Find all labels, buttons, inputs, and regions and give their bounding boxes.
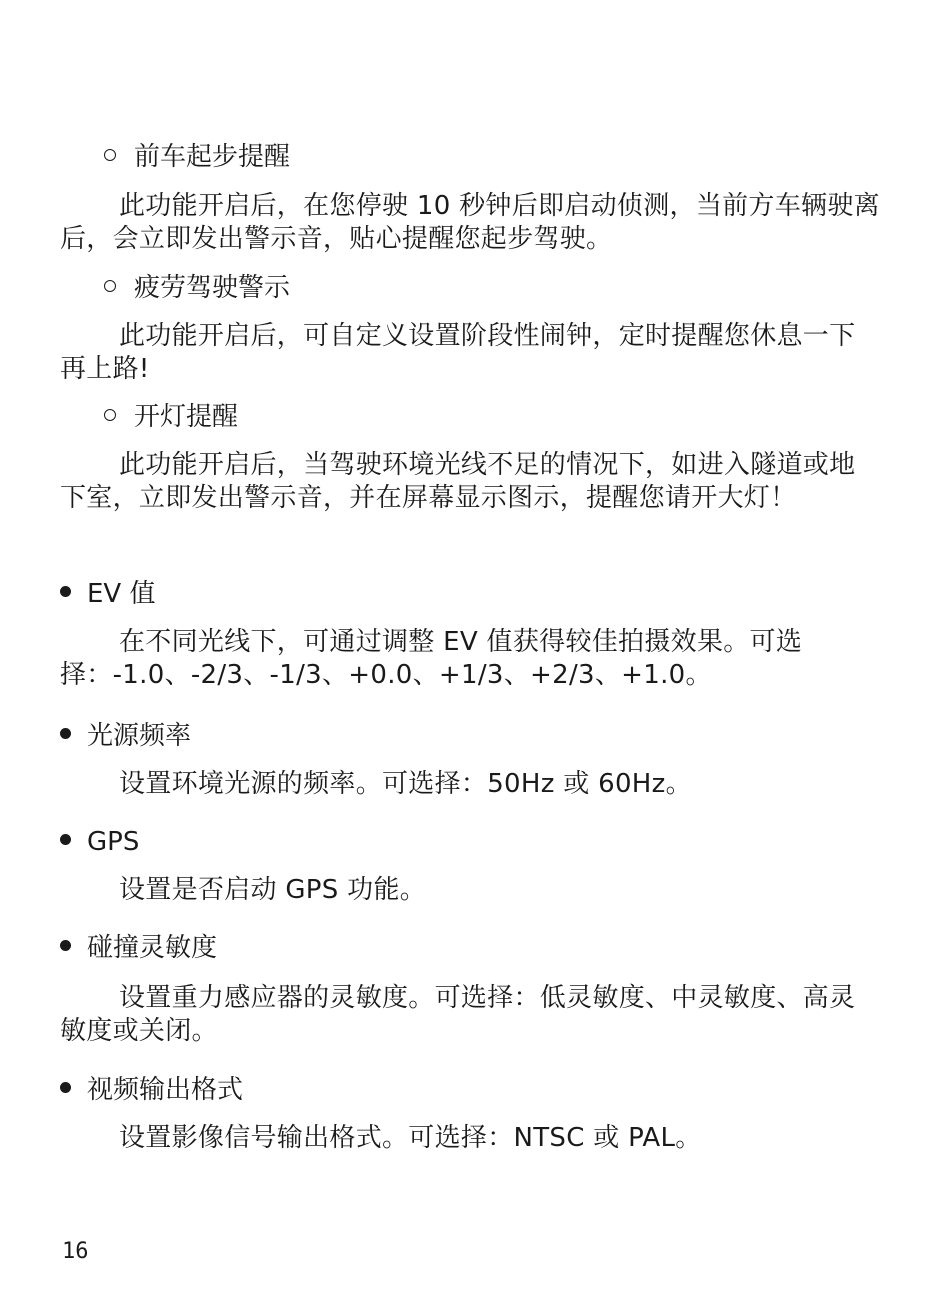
- sub-heading-text: 前车起步提醒: [134, 142, 291, 172]
- paragraph-gps: 设置是否启动 GPS 功能。: [119, 875, 427, 905]
- heading-text: GPS: [87, 827, 140, 857]
- sub-heading-text: 开灯提醒: [134, 402, 239, 432]
- hollow-bullet-icon: [104, 280, 116, 292]
- heading-video-output-format: [60, 1074, 243, 1106]
- sub-heading-front-car-start-alert: [104, 141, 290, 173]
- paragraph-ev-value: 在不同光线下，可通过调整 EV 值获得较佳拍摄效果。可选择：-1.0、-2/3、-1/3、+0.0、+1/3、+2/3、+1.0。: [60, 627, 803, 690]
- paragraph-headlight-reminder: 此功能开启后，当驾驶环境光线不足的情况下，如进入隧道或地下室，立即发出警示音，并在屏幕显示图示，提醒您请开大灯！: [60, 450, 856, 513]
- page-number: 16: [62, 1239, 89, 1264]
- sub-heading-text: 疲劳驾驶警示: [134, 273, 291, 303]
- filled-bullet-icon: [60, 834, 71, 845]
- paragraph-front-car-start-alert: 此功能开启后，在您停驶 10 秒钟后即启动侦测，当前方车辆驶离后，会立即发出警示音，贴心提醒您起步驾驶。: [60, 191, 880, 254]
- heading-text: 碰撞灵敏度: [87, 933, 218, 963]
- heading-text: 视频输出格式: [87, 1075, 244, 1105]
- paragraph-collision-sensitivity: 设置重力感应器的灵敏度。可选择：低灵敏度、中灵敏度、高灵敏度或关闭。: [60, 983, 856, 1046]
- paragraph-video-output-format: 设置影像信号输出格式。可选择：NTSC 或 PAL。: [119, 1123, 702, 1153]
- heading-text: 光源频率: [87, 721, 192, 751]
- heading-gps: [60, 826, 139, 858]
- sub-heading-headlight-reminder: [104, 401, 238, 433]
- hollow-bullet-icon: [104, 149, 116, 161]
- filled-bullet-icon: [60, 1082, 71, 1093]
- heading-light-frequency: [60, 720, 191, 752]
- filled-bullet-icon: [60, 586, 71, 597]
- filled-bullet-icon: [60, 940, 71, 951]
- heading-collision-sensitivity: [60, 932, 217, 964]
- paragraph-light-frequency: 设置环境光源的频率。可选择：50Hz 或 60Hz。: [119, 769, 692, 799]
- heading-ev-value: [60, 578, 155, 610]
- filled-bullet-icon: [60, 728, 71, 739]
- hollow-bullet-icon: [104, 409, 116, 421]
- sub-heading-fatigue-driving-warning: [104, 272, 290, 304]
- paragraph-fatigue-driving-warning: 此功能开启后，可自定义设置阶段性闹钟，定时提醒您休息一下再上路!: [60, 321, 856, 384]
- heading-text: EV 值: [87, 579, 156, 609]
